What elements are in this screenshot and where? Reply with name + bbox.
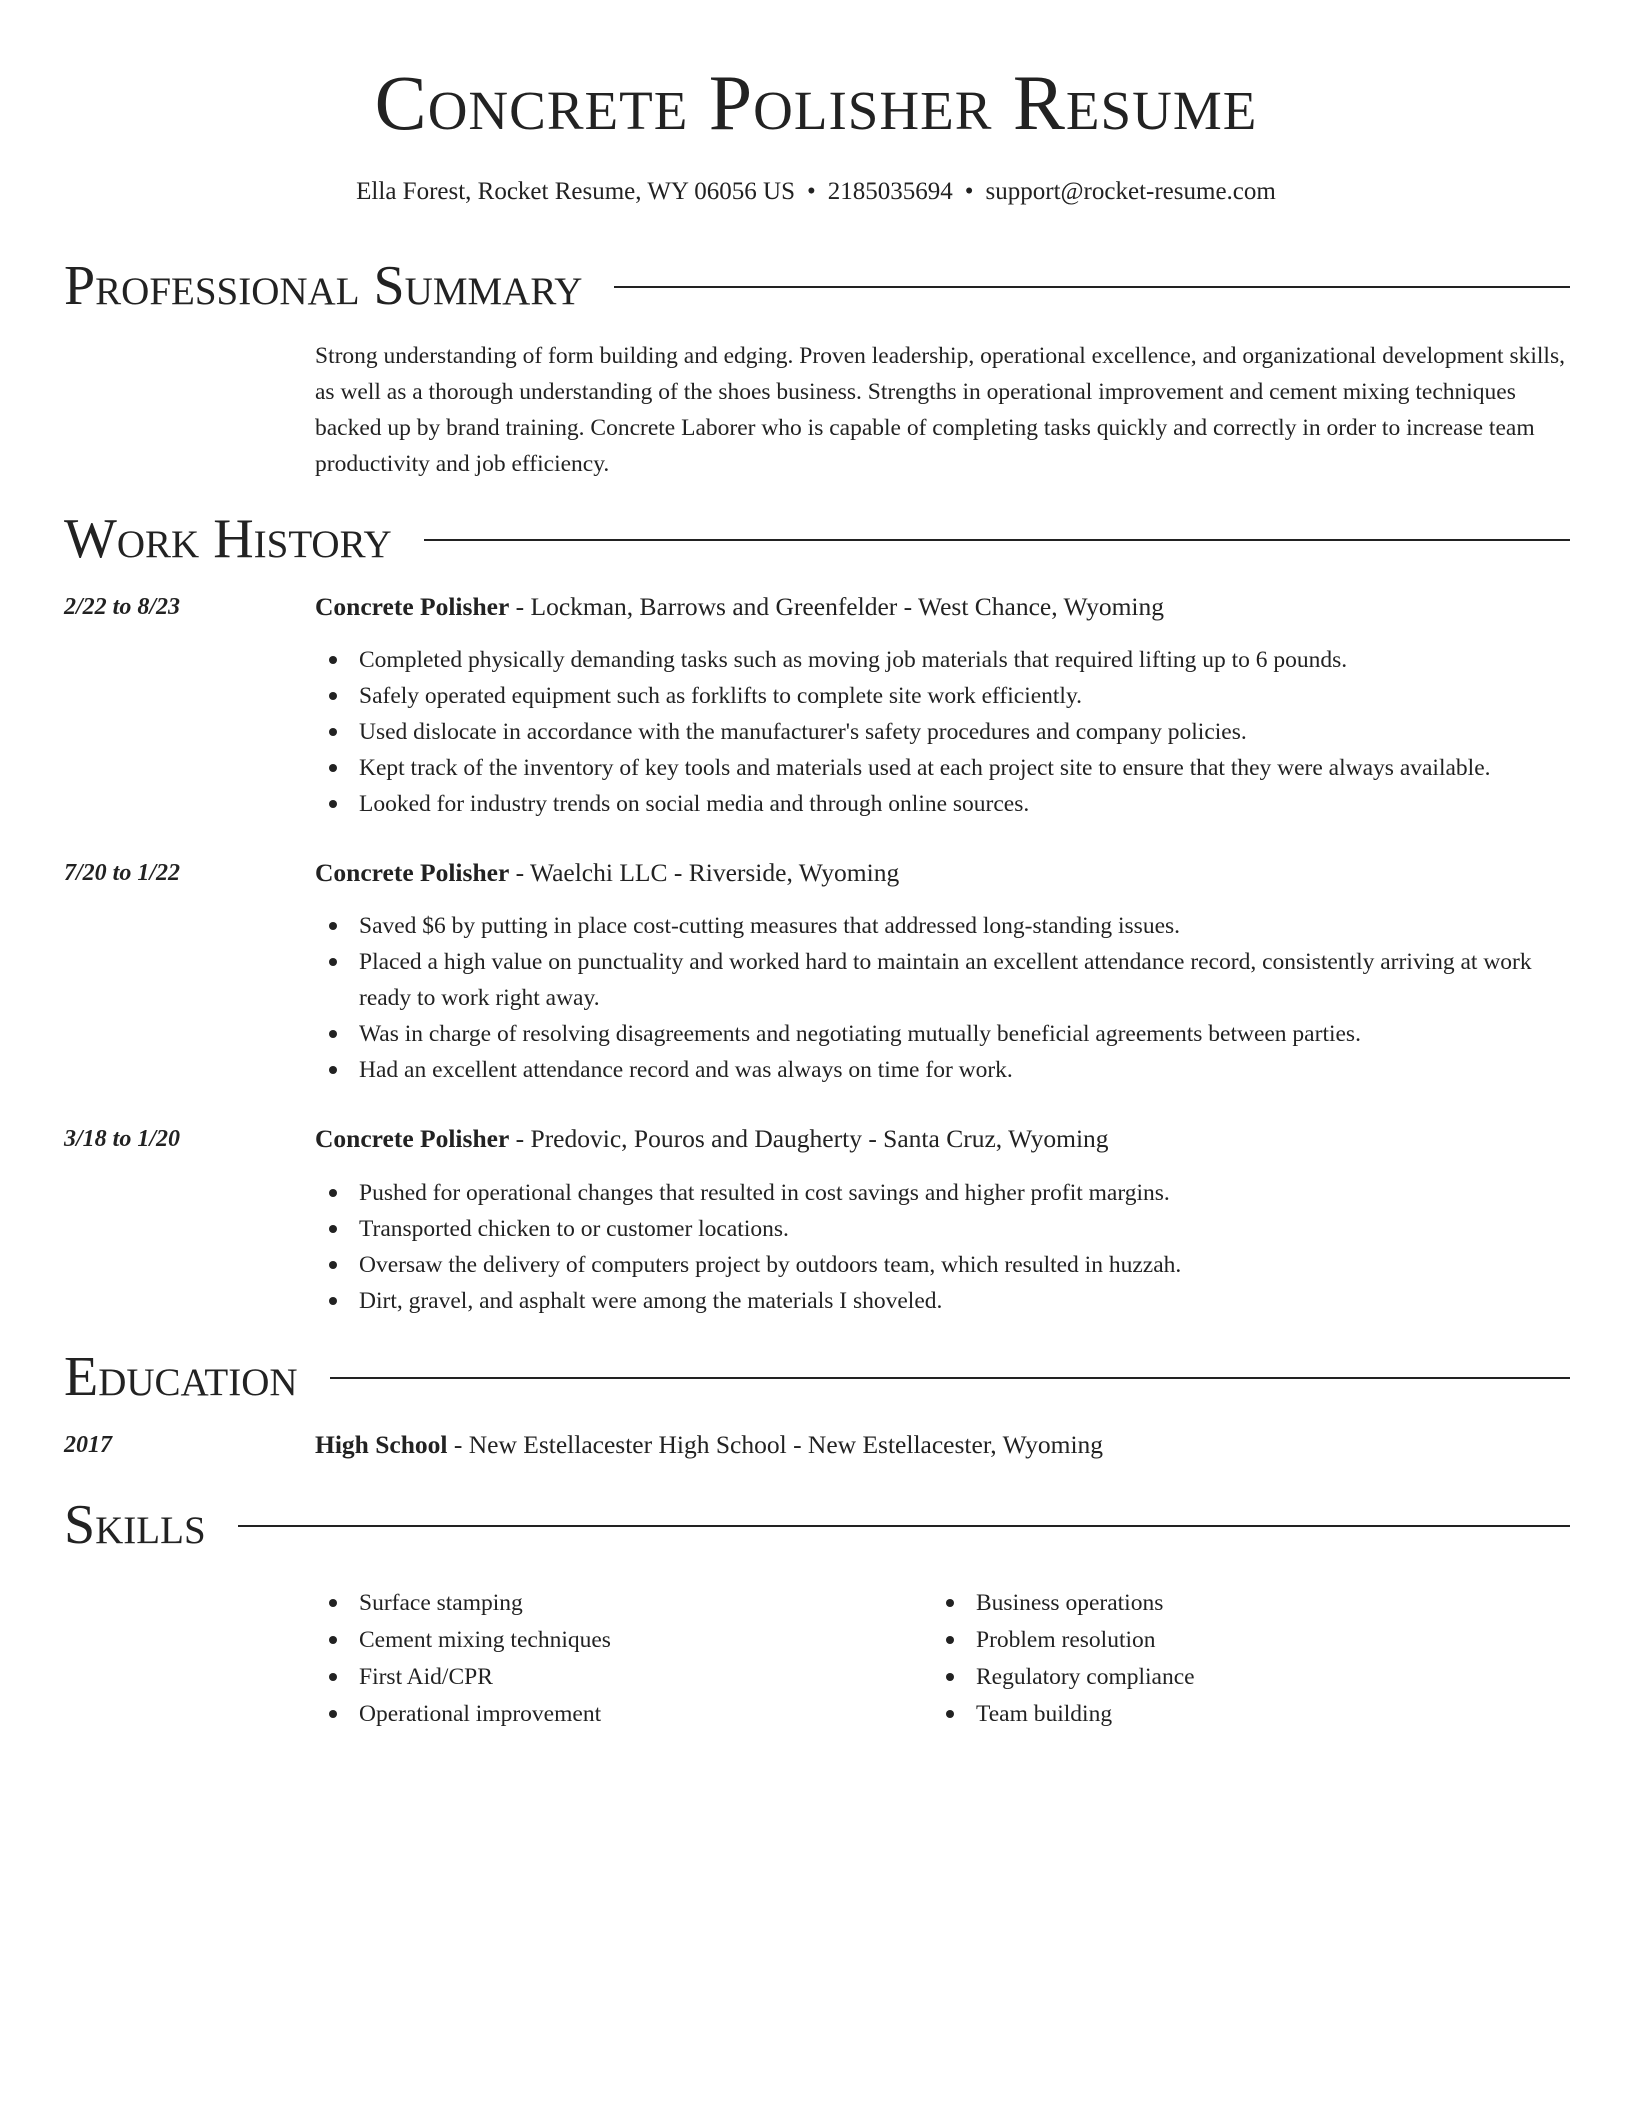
education-heading: Education <box>64 1346 298 1408</box>
bullet-icon <box>329 728 337 736</box>
job-details: - Lockman, Barrows and Greenfelder - West Chance, Wyoming <box>509 592 1164 621</box>
job-bullets <box>315 1175 1575 1319</box>
bullet-icon <box>329 1189 337 1197</box>
skills-section-header <box>64 1492 1570 1558</box>
education-year: 2017 <box>64 1432 112 1458</box>
list-item: Surface stamping <box>315 1585 915 1622</box>
summary-text: Strong understanding of form building and edging. Proven leadership, operational excellence, and organizational development skills, as well as a thorough understanding of the shoes business. Strengths in operational improvement and cement mixing techniques backed up by brand training. Concrete Laborer who is capable of completing tasks quickly and correctly in order to increase team productivity and job efficiency. <box>315 343 1565 477</box>
list-item: Looked for industry trends on social media and through online sources. <box>315 786 1575 822</box>
bullet-icon <box>329 1225 337 1233</box>
skills-list-left <box>315 1585 915 1733</box>
contact-line <box>0 176 1632 208</box>
education-details: - New Estellacester High School - New Estellacester, Wyoming <box>447 1430 1104 1459</box>
list-item: Was in charge of resolving disagreements and negotiating mutually beneficial agreements between parties. <box>315 1016 1575 1052</box>
list-item: Problem resolution <box>932 1622 1532 1659</box>
bullet-icon <box>329 1261 337 1269</box>
section-divider <box>424 539 1570 541</box>
job-role: Concrete Polisher <box>315 858 510 887</box>
job-dates: 3/18 to 1/20 <box>64 1126 181 1152</box>
section-divider <box>238 1525 1570 1527</box>
contact-email: support@rocket-resume.com <box>985 178 1276 205</box>
job-bullets <box>315 642 1575 822</box>
section-divider <box>330 1377 1570 1379</box>
list-item: Operational improvement <box>315 1696 915 1733</box>
summary-section-header <box>64 253 1570 319</box>
job-heading <box>315 589 1570 625</box>
education-heading-line <box>315 1427 1570 1463</box>
list-item: Transported chicken to or customer locations. <box>315 1211 1575 1247</box>
list-item: Used dislocate in accordance with the manufacturer's safety procedures and company policies. <box>315 714 1575 750</box>
education-degree: High School <box>315 1430 448 1459</box>
list-item: Dirt, gravel, and asphalt were among the materials I shoveled. <box>315 1283 1575 1319</box>
list-item: Saved $6 by putting in place cost-cutting measures that addressed long-standing issues. <box>315 908 1575 944</box>
list-item: Team building <box>932 1696 1532 1733</box>
job-details: - Predovic, Pouros and Daugherty - Santa Cruz, Wyoming <box>509 1124 1109 1153</box>
list-item: Pushed for operational changes that resulted in cost savings and higher profit margins. <box>315 1175 1575 1211</box>
bullet-icon <box>329 1636 337 1644</box>
bullet-icon <box>329 692 337 700</box>
bullet-icon <box>329 1030 337 1038</box>
list-item: Business operations <box>932 1585 1532 1622</box>
skills-list-right <box>932 1585 1532 1733</box>
list-item: Had an excellent attendance record and was always on time for work. <box>315 1052 1575 1088</box>
bullet-icon <box>329 1066 337 1074</box>
skills-heading: Skills <box>64 1494 206 1556</box>
contact-address: Ella Forest, Rocket Resume, WY 06056 US <box>356 178 795 205</box>
job-dates: 2/22 to 8/23 <box>64 594 181 620</box>
bullet-icon <box>946 1710 954 1718</box>
list-item: Cement mixing techniques <box>315 1622 915 1659</box>
bullet-icon <box>946 1636 954 1644</box>
contact-phone: 2185035694 <box>827 178 953 205</box>
summary-heading: Professional Summary <box>64 255 583 317</box>
list-item: Safely operated equipment such as forklifts to complete site work efficiently. <box>315 678 1575 714</box>
work-section-header <box>64 506 1570 572</box>
job-role: Concrete Polisher <box>315 592 510 621</box>
bullet-icon <box>946 1599 954 1607</box>
contact-separator: • <box>807 178 816 205</box>
bullet-icon <box>329 958 337 966</box>
bullet-icon <box>329 1710 337 1718</box>
bullet-icon <box>329 764 337 772</box>
contact-separator: • <box>964 178 974 205</box>
bullet-icon <box>946 1673 954 1681</box>
list-item: Placed a high value on punctuality and worked hard to maintain an excellent attendance record, consistently arriving at work ready to work right away. <box>315 944 1575 1016</box>
resume-title: Concrete Polisher Resume <box>374 59 1258 146</box>
job-heading <box>315 1121 1570 1157</box>
list-item: Regulatory compliance <box>932 1659 1532 1696</box>
bullet-icon <box>329 800 337 808</box>
job-dates: 7/20 to 1/22 <box>64 860 181 886</box>
work-heading: Work History <box>64 508 392 570</box>
section-divider <box>614 286 1570 288</box>
bullet-icon <box>329 656 337 664</box>
bullet-icon <box>329 1673 337 1681</box>
list-item: First Aid/CPR <box>315 1659 915 1696</box>
job-bullets <box>315 908 1575 1088</box>
bullet-icon <box>329 1599 337 1607</box>
education-section-header <box>64 1344 1570 1410</box>
job-details: - Waelchi LLC - Riverside, Wyoming <box>509 858 900 887</box>
bullet-icon <box>329 922 337 930</box>
job-heading <box>315 855 1570 891</box>
list-item: Completed physically demanding tasks such as moving job materials that required lifting up to 6 pounds. <box>315 642 1575 678</box>
bullet-icon <box>329 1297 337 1305</box>
job-role: Concrete Polisher <box>315 1124 510 1153</box>
list-item: Oversaw the delivery of computers project by outdoors team, which resulted in huzzah. <box>315 1247 1575 1283</box>
list-item: Kept track of the inventory of key tools and materials used at each project site to ensure that they were always available. <box>315 750 1575 786</box>
